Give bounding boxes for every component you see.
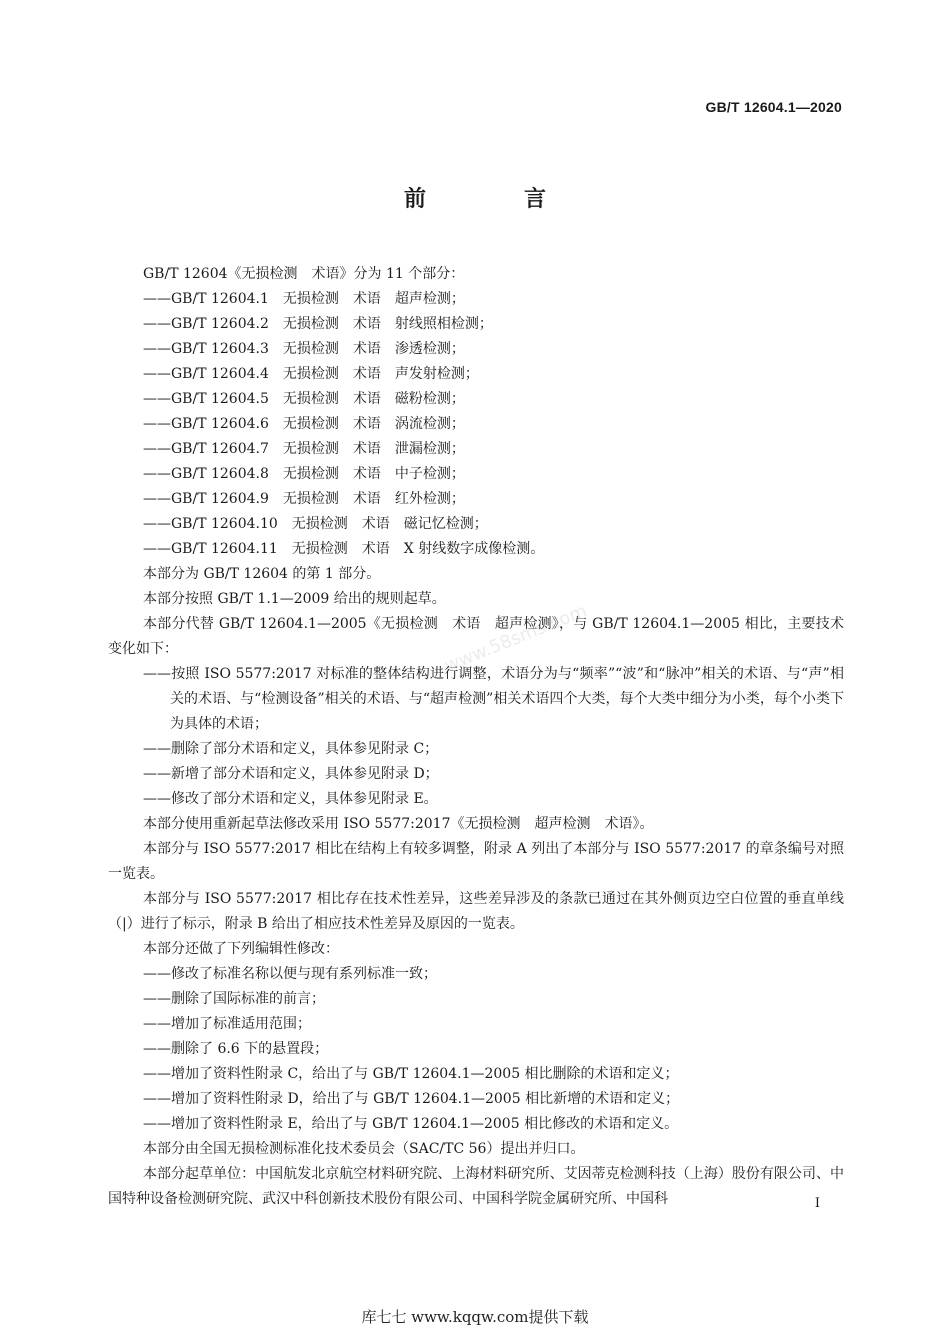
- watermark: www.58sms.com: [441, 600, 591, 677]
- list-item: ——GB/T 12604.2 无损检测 术语 射线照相检测；: [143, 316, 493, 332]
- list-item: ——删除了国际标准的前言；: [143, 991, 325, 1007]
- paragraph: GB/T 12604《无损检测 术语》分为 11 个部分：: [143, 266, 465, 282]
- list-item: ——GB/T 12604.1 无损检测 术语 超声检测；: [143, 291, 465, 307]
- paragraph: 本部分为 GB/T 12604 的第 1 部分。: [143, 566, 381, 582]
- body-text: [108, 262, 844, 1212]
- list-item: ——新增了部分术语和定义，具体参见附录 D；: [143, 766, 439, 782]
- paragraph: 本部分代替 GB/T 12604.1—2005《无损检测 术语 超声检测》，与 GB/T 12604.1—2005 相比，主要技术变化如下：: [108, 616, 844, 657]
- list-item: ——增加了资料性附录 C，给出了与 GB/T 12604.1—2005 相比删除的术语和定义；: [143, 1066, 679, 1082]
- list-item: ——修改了部分术语和定义，具体参见附录 E。: [143, 791, 438, 807]
- list-item: ——增加了标准适用范围；: [143, 1016, 311, 1032]
- list-item: ——增加了资料性附录 E，给出了与 GB/T 12604.1—2005 相比修改的术语和定义。: [143, 1116, 679, 1132]
- paragraph: 本部分还做了下列编辑性修改：: [143, 941, 339, 957]
- list-item: ——修改了标准名称以便与现有系列标准一致；: [143, 966, 437, 982]
- paragraph: 本部分按照 GB/T 1.1—2009 给出的规则起草。: [143, 591, 446, 607]
- paragraph: 本部分与 ISO 5577:2017 相比在结构上有较多调整，附录 A 列出了本部分与 ISO 5577:2017 的章条编号对照一览表。: [108, 841, 844, 882]
- page-title: 前 言: [403, 186, 584, 212]
- list-item: ——删除了部分术语和定义，具体参见附录 C；: [143, 741, 439, 757]
- paragraph: 本部分与 ISO 5577:2017 相比存在技术性差异，这些差异涉及的条款已通过在其外侧页边空白位置的垂直单线（|）进行了标示，附录 B 给出了相应技术性差异及原因的一览表。: [108, 891, 844, 932]
- document-id: GB/T 12604.1—2020: [705, 99, 842, 115]
- list-item: ——GB/T 12604.11 无损检测 术语 X 射线数字成像检测。: [143, 541, 545, 557]
- list-item: ——删除了 6.6 下的悬置段；: [143, 1041, 329, 1057]
- list-item: ——GB/T 12604.9 无损检测 术语 红外检测；: [143, 491, 465, 507]
- paragraph: 本部分由全国无损检测标准化技术委员会（SAC/TC 56）提出并归口。: [143, 1141, 585, 1157]
- footer-download-note: 库七七 www.kqqw.com提供下载: [361, 1308, 589, 1326]
- list-item: ——GB/T 12604.10 无损检测 术语 磁记忆检测；: [143, 516, 488, 532]
- list-item: ——GB/T 12604.7 无损检测 术语 泄漏检测；: [143, 441, 465, 457]
- list-item: ——GB/T 12604.6 无损检测 术语 涡流检测；: [143, 416, 465, 432]
- list-item: ——增加了资料性附录 D，给出了与 GB/T 12604.1—2005 相比新增的术语和定义；: [143, 1091, 680, 1107]
- page-number: I: [814, 1196, 820, 1211]
- paragraph: 本部分起草单位：中国航发北京航空材料研究院、上海材料研究所、艾因蒂克检测科技（上海）股份有限公司、中国特种设备检测研究院、武汉中科创新技术股份有限公司、中国科学院金属研究所、中国科: [108, 1166, 844, 1207]
- list-item: ——GB/T 12604.8 无损检测 术语 中子检测；: [143, 466, 465, 482]
- list-item: ——按照 ISO 5577:2017 对标准的整体结构进行调整，术语分为与“频率”“波”和“脉冲”相关的术语、与“声”相关的术语、与“检测设备”相关的术语、与“超声检测”相关术语四个大类，每个大类中细分为小类，每个小类下为具体的术语；: [143, 666, 844, 732]
- paragraph: 本部分使用重新起草法修改采用 ISO 5577:2017《无损检测 超声检测 术语》。: [143, 816, 654, 832]
- list-item: ——GB/T 12604.4 无损检测 术语 声发射检测；: [143, 366, 479, 382]
- list-item: ——GB/T 12604.3 无损检测 术语 渗透检测；: [143, 341, 465, 357]
- list-item: ——GB/T 12604.5 无损检测 术语 磁粉检测；: [143, 391, 465, 407]
